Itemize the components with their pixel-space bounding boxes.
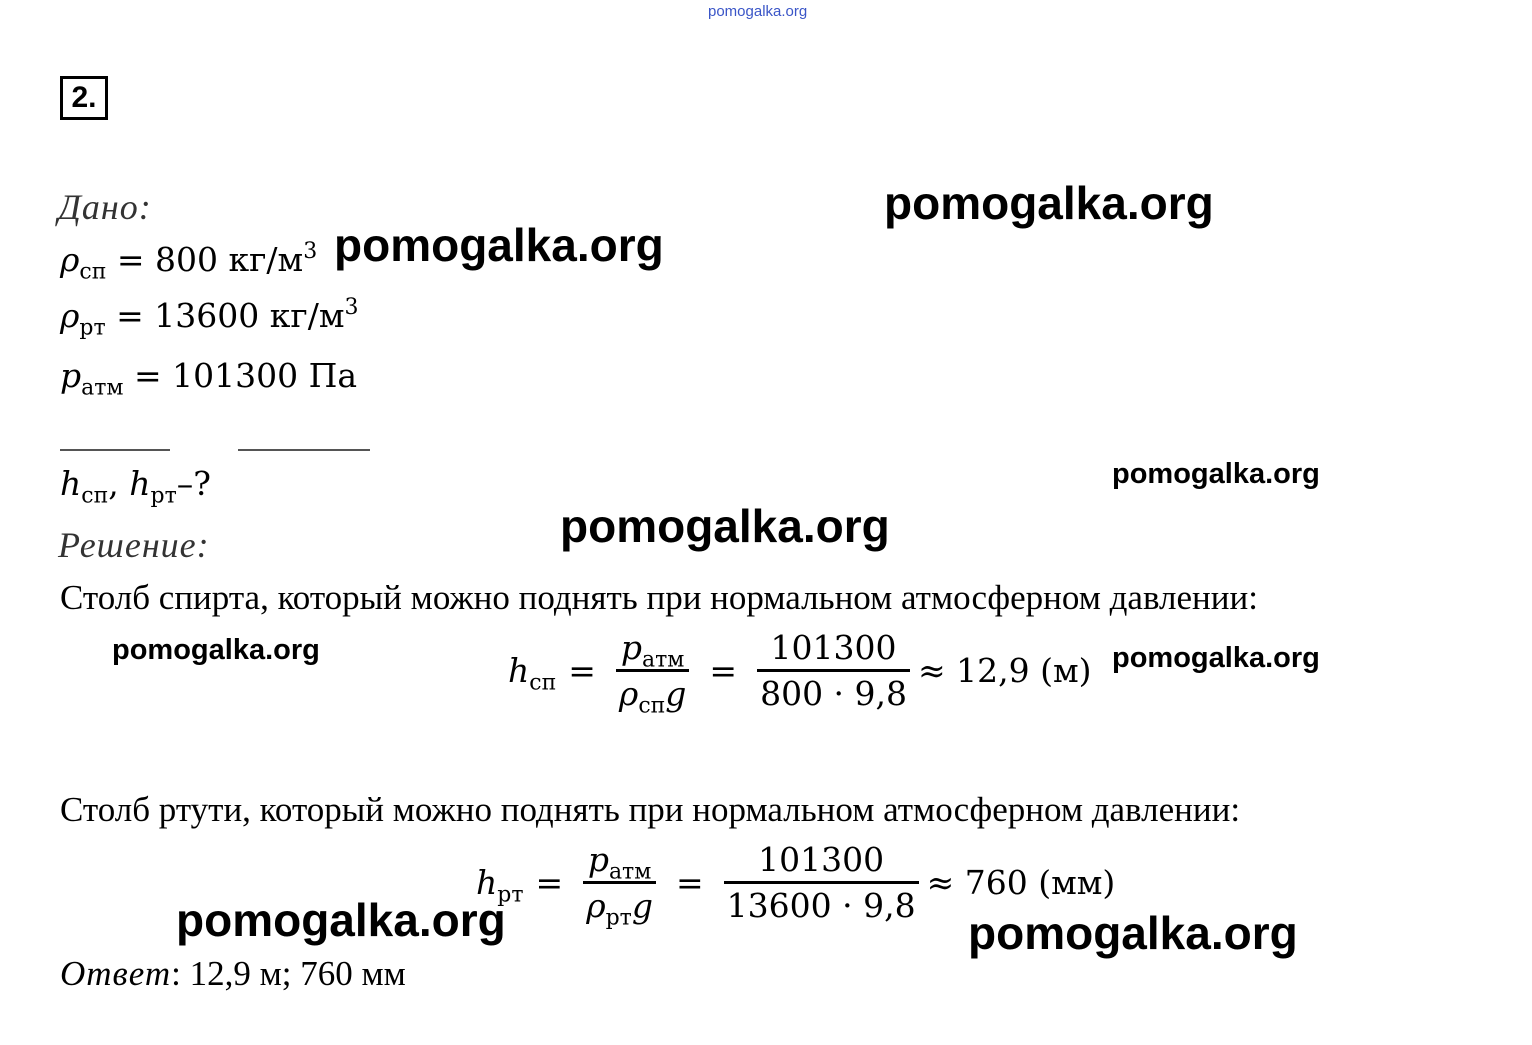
solution-line-2: Столб ртути, который можно поднять при нормальном атмосферном давлении: [60,790,1241,829]
watermark: pomogalka.org [112,634,320,666]
given-find: $h_{сп}$, $h_{рт}-$? [60,464,211,509]
watermark-top: pomogalka.org [708,3,808,20]
given-rho-sp: $\rho_{сп} = 800$ $кг/м^3$ [60,238,318,285]
watermark: pomogalka.org [968,907,1298,959]
watermark: pomogalka.org [176,894,506,946]
given-p-atm: $p_{атм} = 101300$ Па [60,356,358,401]
answer: Ответ: 12,9 м; 760 мм [60,954,406,993]
solution-heading: Решение: [58,525,210,565]
watermark: pomogalka.org [560,500,890,552]
solution-line-1: Столб спирта, который можно поднять при нормальном атмосферном давлении: [60,578,1258,617]
task-number: 2. [60,76,108,120]
watermark: pomogalka.org [1112,458,1320,490]
watermark: pomogalka.org [334,219,664,271]
fraction-p-over-rho-g: $\frac{p_{атм}}{\rho_{рт}g}$ [583,840,656,925]
watermark: pomogalka.org [884,177,1214,229]
fraction-p-over-rho-g: $\frac{p_{атм}}{\rho_{сп}g}$ [616,628,690,713]
equation-1: $h_{сп}$ = $\frac{p_{атм}}{\rho_{сп}g}$ = $\frac{101300}{800 \cdot 9,8}$ ≈ 12,9 (м) [508,628,1092,719]
watermark: pomogalka.org [1112,642,1320,674]
equation-2: $h_{рт}$ = $\frac{p_{атм}}{\rho_{рт}g}$ = $\frac{101300}{13600 \cdot 9,8}$ ≈ 760 (мм) [476,840,1116,931]
fraction-numeric: $\frac{101300}{13600 \cdot 9,8}$ [724,840,919,925]
given-heading: Дано: [58,187,152,227]
divider-right [238,449,370,451]
divider-left [60,449,170,451]
given-rho-rt: $\rho_{рт} = 13600$ $кг/м^3$ [60,294,359,341]
fraction-numeric: $\frac{101300}{800 \cdot 9,8}$ [757,628,910,713]
